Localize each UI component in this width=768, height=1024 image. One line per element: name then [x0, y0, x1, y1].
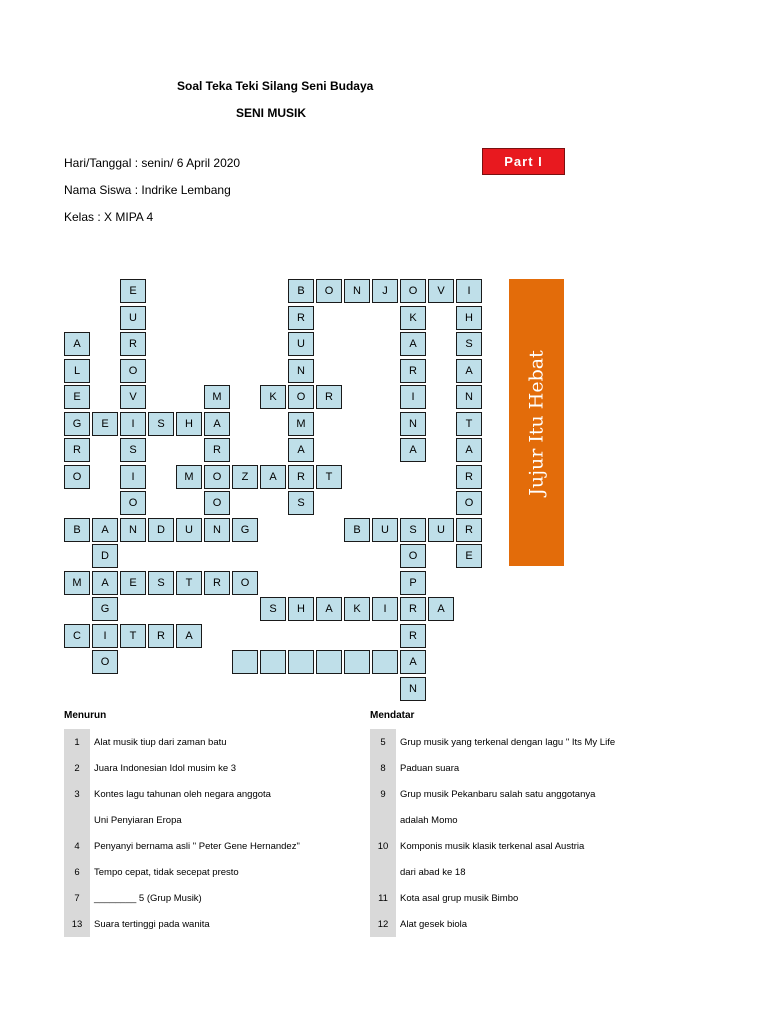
grid-cell[interactable]: S [120, 438, 146, 462]
grid-cell[interactable]: O [232, 571, 258, 595]
grid-cell[interactable]: Z [232, 465, 258, 489]
grid-cell[interactable]: O [92, 650, 118, 674]
grid-cell[interactable]: S [148, 412, 174, 436]
grid-cell[interactable]: T [176, 571, 202, 595]
clue-text: Tempo cepat, tidak secepat presto [94, 866, 239, 878]
clue-number [64, 807, 90, 833]
grid-cell[interactable]: N [204, 518, 230, 542]
grid-cell[interactable]: I [120, 412, 146, 436]
clue-number: 11 [370, 885, 396, 911]
grid-cell[interactable]: R [204, 438, 230, 462]
date-line: Hari/Tanggal : senin/ 6 April 2020 [64, 156, 241, 170]
grid-cell[interactable]: M [288, 412, 314, 436]
down-clues-heading: Menurun [64, 710, 107, 721]
grid-cell[interactable]: E [456, 544, 482, 568]
clue-text: adalah Momo [400, 814, 458, 826]
grid-cell[interactable]: M [64, 571, 90, 595]
worksheet-subtitle: SENI MUSIK [236, 106, 307, 120]
grid-cell[interactable] [316, 650, 342, 674]
grid-cell[interactable] [344, 650, 370, 674]
clue-text: Kontes lagu tahunan oleh negara anggota [94, 788, 271, 800]
grid-cell[interactable]: U [120, 306, 146, 330]
grid-cell[interactable]: E [120, 279, 146, 303]
clue-number: 3 [64, 781, 90, 807]
clue-number [370, 859, 396, 885]
clue-row [64, 729, 354, 755]
grid-cell[interactable]: A [64, 332, 90, 356]
clue-number: 7 [64, 885, 90, 911]
clue-number: 8 [370, 755, 396, 781]
grid-cell[interactable]: I [120, 465, 146, 489]
clue-row [64, 807, 354, 833]
grid-cell[interactable]: S [288, 491, 314, 515]
clue-text: ________ 5 (Grup Musik) [94, 892, 202, 904]
class-line: Kelas : X MIPA 4 [64, 210, 154, 224]
grid-cell[interactable]: V [120, 385, 146, 409]
grid-cell[interactable]: G [92, 597, 118, 621]
clue-text: Komponis musik klasik terkenal asal Austria [400, 840, 585, 852]
grid-cell[interactable]: O [64, 465, 90, 489]
grid-cell[interactable]: U [372, 518, 398, 542]
motto-text: Jujur Itu Hebat [525, 349, 548, 496]
grid-cell[interactable]: S [400, 518, 426, 542]
grid-cell[interactable]: R [288, 465, 314, 489]
grid-cell[interactable]: I [456, 279, 482, 303]
grid-cell[interactable]: I [400, 385, 426, 409]
grid-cell[interactable]: N [456, 385, 482, 409]
grid-cell[interactable]: G [232, 518, 258, 542]
grid-cell[interactable]: T [316, 465, 342, 489]
grid-cell[interactable]: U [428, 518, 454, 542]
clue-row [370, 859, 670, 885]
grid-cell[interactable]: A [92, 518, 118, 542]
clue-number: 6 [64, 859, 90, 885]
grid-cell[interactable]: A [204, 412, 230, 436]
grid-cell[interactable]: S [456, 332, 482, 356]
grid-cell[interactable]: B [288, 279, 314, 303]
clue-text: Grup musik Pekanbaru salah satu anggotanya [400, 788, 596, 800]
grid-cell[interactable]: O [120, 359, 146, 383]
student-name-line: Nama Siswa : Indrike Lembang [64, 183, 231, 197]
clue-row [64, 911, 354, 937]
grid-cell[interactable]: O [400, 279, 426, 303]
grid-cell[interactable]: K [400, 306, 426, 330]
clue-text: Juara Indonesian Idol musim ke 3 [94, 762, 237, 774]
grid-cell[interactable]: K [260, 385, 286, 409]
clue-text: Alat gesek biola [400, 918, 468, 930]
grid-cell[interactable] [232, 650, 258, 674]
grid-cell[interactable]: U [176, 518, 202, 542]
grid-cell[interactable]: N [400, 412, 426, 436]
clue-number: 1 [64, 729, 90, 755]
clue-row [370, 885, 670, 911]
grid-cell[interactable]: A [400, 650, 426, 674]
clue-text: Uni Penyiaran Eropa [94, 814, 182, 826]
clue-row [64, 781, 354, 807]
grid-cell[interactable]: N [288, 359, 314, 383]
grid-cell[interactable]: R [204, 571, 230, 595]
clue-number: 13 [64, 911, 90, 937]
grid-cell[interactable]: M [204, 385, 230, 409]
clue-text: Alat musik tiup dari zaman batu [94, 736, 227, 748]
clue-number: 12 [370, 911, 396, 937]
grid-cell[interactable]: U [288, 332, 314, 356]
clue-row [370, 755, 670, 781]
grid-cell[interactable]: C [64, 624, 90, 648]
grid-cell[interactable]: A [316, 597, 342, 621]
worksheet-title: Soal Teka Teki Silang Seni Budaya [177, 79, 374, 93]
clue-row [64, 833, 354, 859]
clue-row [370, 833, 670, 859]
across-clues-heading: Mendatar [370, 710, 415, 721]
clue-row [370, 911, 670, 937]
grid-cell[interactable]: A [400, 438, 426, 462]
grid-cell[interactable]: A [456, 359, 482, 383]
grid-cell[interactable]: O [456, 491, 482, 515]
grid-cell[interactable]: H [288, 597, 314, 621]
clue-number: 9 [370, 781, 396, 807]
grid-cell[interactable]: I [372, 597, 398, 621]
grid-cell[interactable]: V [428, 279, 454, 303]
grid-cell[interactable] [260, 650, 286, 674]
grid-cell[interactable]: S [260, 597, 286, 621]
grid-cell[interactable] [288, 650, 314, 674]
grid-cell[interactable]: O [120, 491, 146, 515]
grid-cell[interactable]: R [456, 465, 482, 489]
grid-cell[interactable]: R [64, 438, 90, 462]
grid-cell[interactable]: H [176, 412, 202, 436]
grid-cell[interactable]: N [400, 677, 426, 701]
clue-row [370, 729, 670, 755]
grid-cell[interactable]: A [288, 438, 314, 462]
grid-cell[interactable]: B [64, 518, 90, 542]
grid-cell[interactable]: R [456, 518, 482, 542]
clue-row [370, 781, 670, 807]
grid-cell[interactable]: R [288, 306, 314, 330]
grid-cell[interactable]: E [64, 385, 90, 409]
clue-text: Grup musik yang terkenal dengan lagu " Its My Life [400, 736, 616, 748]
grid-cell[interactable]: N [344, 279, 370, 303]
clue-text: Paduan suara [400, 762, 460, 774]
grid-cell[interactable]: A [176, 624, 202, 648]
grid-cell[interactable]: J [372, 279, 398, 303]
grid-cell[interactable]: B [344, 518, 370, 542]
grid-cell[interactable]: P [400, 571, 426, 595]
grid-cell[interactable]: O [400, 544, 426, 568]
grid-cell[interactable]: R [316, 385, 342, 409]
grid-cell[interactable]: G [64, 412, 90, 436]
grid-cell[interactable]: H [456, 306, 482, 330]
grid-cell[interactable]: E [92, 412, 118, 436]
grid-cell[interactable]: N [120, 518, 146, 542]
grid-cell[interactable]: T [120, 624, 146, 648]
grid-cell[interactable]: R [148, 624, 174, 648]
grid-cell[interactable]: S [148, 571, 174, 595]
clue-number: 2 [64, 755, 90, 781]
grid-cell[interactable]: D [148, 518, 174, 542]
grid-cell[interactable]: A [428, 597, 454, 621]
grid-cell[interactable]: R [400, 597, 426, 621]
clue-text: dari abad ke 18 [400, 866, 466, 878]
grid-cell[interactable]: R [400, 359, 426, 383]
grid-cell[interactable]: E [120, 571, 146, 595]
grid-cell[interactable]: D [92, 544, 118, 568]
grid-cell[interactable]: M [176, 465, 202, 489]
grid-cell[interactable]: L [64, 359, 90, 383]
clue-row [64, 859, 354, 885]
grid-cell[interactable]: K [344, 597, 370, 621]
clue-text: Suara tertinggi pada wanita [94, 918, 210, 930]
clue-number [370, 807, 396, 833]
clue-text: Kota asal grup musik Bimbo [400, 892, 519, 904]
grid-cell[interactable] [372, 650, 398, 674]
clue-number: 10 [370, 833, 396, 859]
grid-cell[interactable]: O [288, 385, 314, 409]
clue-row [64, 755, 354, 781]
grid-cell[interactable]: T [456, 412, 482, 436]
part-badge: Part I [482, 148, 565, 175]
grid-cell[interactable]: O [316, 279, 342, 303]
grid-cell[interactable]: A [400, 332, 426, 356]
grid-cell[interactable]: R [120, 332, 146, 356]
clue-number: 5 [370, 729, 396, 755]
grid-cell[interactable]: O [204, 491, 230, 515]
clue-text: Penyanyi bernama asli " Peter Gene Hernandez" [94, 840, 300, 852]
grid-cell[interactable]: I [92, 624, 118, 648]
clue-number: 4 [64, 833, 90, 859]
grid-cell[interactable]: A [456, 438, 482, 462]
clue-row [64, 885, 354, 911]
grid-cell[interactable]: A [92, 571, 118, 595]
grid-cell[interactable]: R [400, 624, 426, 648]
grid-cell[interactable]: O [204, 465, 230, 489]
grid-cell[interactable]: A [260, 465, 286, 489]
clue-row [370, 807, 670, 833]
